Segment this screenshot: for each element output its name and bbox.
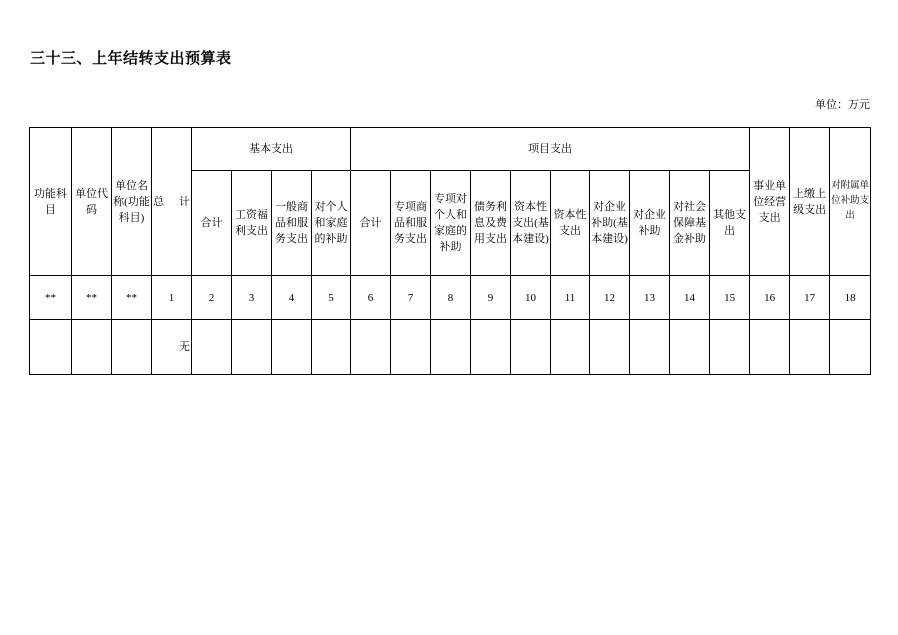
header-affiliate-subsidy: 对附属单位补助支出	[830, 128, 871, 276]
table-cell	[551, 320, 590, 375]
table-header-row	[30, 128, 871, 171]
header-enterprise-subsidy: 对企业补助	[630, 171, 670, 276]
header-capital-expenditure: 资本性支出	[551, 171, 590, 276]
table-cell	[511, 320, 551, 375]
unit-label: 单位：万元	[815, 99, 870, 111]
table-cell	[391, 320, 431, 375]
table-cell	[630, 320, 670, 375]
header-enterprise-subsidy-construction: 对企业补助(基本建设)	[590, 171, 630, 276]
table-cell	[590, 320, 630, 375]
header-total: 总 计	[152, 128, 192, 276]
column-index: 18	[830, 276, 871, 320]
table-cell	[312, 320, 351, 375]
column-index: 6	[351, 276, 391, 320]
header-debt-interest: 债务利息及费用支出	[471, 171, 511, 276]
table-cell	[710, 320, 750, 375]
table-cell	[112, 320, 152, 375]
header-function-subject: 功能科目	[30, 128, 72, 276]
header-capital-construction: 资本性支出(基本建设)	[511, 171, 551, 276]
header-business-operation: 事业单位经营支出	[750, 128, 790, 276]
table-cell	[431, 320, 471, 375]
table-cell	[790, 320, 830, 375]
table-cell	[192, 320, 232, 375]
header-unit-name: 单位名称(功能科目)	[112, 128, 152, 276]
table-cell-total: 无	[152, 320, 192, 375]
column-index: 9	[471, 276, 511, 320]
header-project-subtotal: 合计	[351, 171, 391, 276]
table-cell	[272, 320, 312, 375]
column-index: 2	[192, 276, 232, 320]
header-household-subsidy: 对个人和家庭的补助	[312, 171, 351, 276]
index-row	[30, 276, 871, 320]
column-index: 11	[551, 276, 590, 320]
column-index: 15	[710, 276, 750, 320]
header-basic-subtotal: 合计	[192, 171, 232, 276]
table-cell	[30, 320, 72, 375]
header-special-goods-services: 专项商品和服务支出	[391, 171, 431, 276]
column-index: 10	[511, 276, 551, 320]
header-other-expenditure: 其他支出	[710, 171, 750, 276]
table-cell	[72, 320, 112, 375]
header-unit-code: 单位代码	[72, 128, 112, 276]
column-index: 3	[232, 276, 272, 320]
column-index: 14	[670, 276, 710, 320]
budget-table	[29, 127, 871, 375]
column-index: 4	[272, 276, 312, 320]
table-cell	[830, 320, 871, 375]
column-index: 13	[630, 276, 670, 320]
column-index: **	[112, 276, 152, 320]
column-index: 7	[391, 276, 431, 320]
header-special-household-subsidy: 专项对个人和家庭的补助	[431, 171, 471, 276]
column-index: 12	[590, 276, 630, 320]
column-index: 17	[790, 276, 830, 320]
column-index: **	[72, 276, 112, 320]
table-cell	[750, 320, 790, 375]
column-index: 8	[431, 276, 471, 320]
header-wages-benefits: 工资福利支出	[232, 171, 272, 276]
table-row	[30, 320, 871, 375]
table-cell	[471, 320, 511, 375]
header-goods-services: 一般商品和服务支出	[272, 171, 312, 276]
table-cell	[670, 320, 710, 375]
column-index: 16	[750, 276, 790, 320]
column-index: 1	[152, 276, 192, 320]
group-header-basic: 基本支出	[192, 128, 351, 171]
column-index: **	[30, 276, 72, 320]
group-header-project: 项目支出	[351, 128, 750, 171]
table-cell	[351, 320, 391, 375]
header-social-security-subsidy: 对社会保障基金补助	[670, 171, 710, 276]
column-index: 5	[312, 276, 351, 320]
header-remit-superior: 上缴上级支出	[790, 128, 830, 276]
page-title: 三十三、上年结转支出预算表	[30, 51, 232, 67]
table-cell	[232, 320, 272, 375]
